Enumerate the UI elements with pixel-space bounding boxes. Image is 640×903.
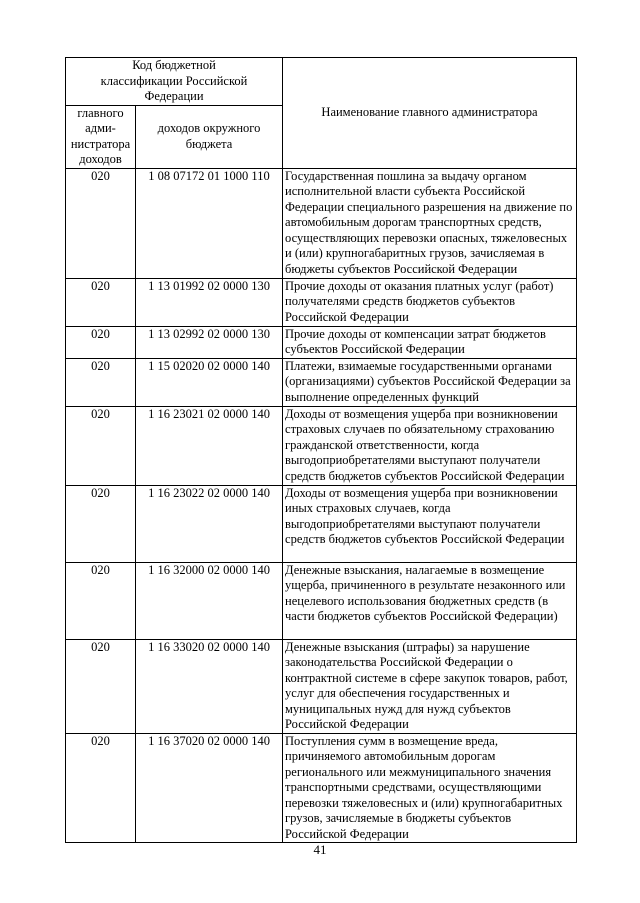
admin-code-cell: 020 — [66, 358, 136, 406]
revenue-code-cell: 1 16 32000 02 0000 140 — [136, 562, 283, 639]
header-district-budget-revenue: доходов окружного бюджета — [136, 105, 283, 168]
table-row — [66, 733, 577, 843]
admin-code-cell: 020 — [66, 639, 136, 733]
revenue-code-cell: 1 15 02020 02 0000 140 — [136, 358, 283, 406]
table-row — [66, 639, 577, 733]
administrator-name-cell: Прочие доходы от компенсации затрат бюджетов субъектов Российской Федерации — [283, 326, 577, 358]
admin-code-cell: 020 — [66, 733, 136, 843]
administrator-name-cell: Доходы от возмещения ущерба при возникновении иных страховых случаев, когда выгодоприобретателями выступают получатели средств бюджетов субъектов Российской Федерации — [283, 485, 577, 562]
administrator-name-cell: Доходы от возмещения ущерба при возникновении страховых случаев по обязательному страхованию гражданской ответственности, когда выгодоприобретателями выступают получатели средств бюджетов субъектов Российской Федерации — [283, 406, 577, 485]
revenue-code-cell: 1 13 02992 02 0000 130 — [136, 326, 283, 358]
budget-classification-table — [65, 57, 577, 843]
admin-code-cell: 020 — [66, 168, 136, 278]
header-row-top — [66, 58, 577, 106]
admin-code-cell: 020 — [66, 562, 136, 639]
table-row — [66, 358, 577, 406]
administrator-name-cell: Платежи, взимаемые государственными органами (организациями) субъектов Российской Федерации за выполнение определенных функций — [283, 358, 577, 406]
table-row — [66, 326, 577, 358]
revenue-code-cell: 1 13 01992 02 0000 130 — [136, 278, 283, 326]
header-budget-code-group: Код бюджетной классификации Российской Федерации — [66, 58, 283, 106]
page-number: 41 — [313, 842, 327, 857]
admin-code-cell: 020 — [66, 485, 136, 562]
admin-code-cell: 020 — [66, 326, 136, 358]
revenue-code-cell: 1 16 23022 02 0000 140 — [136, 485, 283, 562]
administrator-name-cell: Денежные взыскания, налагаемые в возмещение ущерба, причиненного в результате незаконного или нецелевого использования бюджетных средств (в части бюджетов субъектов Российской Федерации) — [283, 562, 577, 639]
header-administrator-name: Наименование главного администратора — [283, 58, 577, 169]
revenue-code-cell: 1 16 33020 02 0000 140 — [136, 639, 283, 733]
administrator-name-cell: Государственная пошлина за выдачу органом исполнительной власти субъекта Российской Федерации специального разрешения на движение по автомобильным дорогам транспортных средств, осуществляющих перевозки опасных, тяжеловесных и (или) крупногабаритных грузов, зачисляемая в бюджеты субъектов Российской Федерации — [283, 168, 577, 278]
header-main-administrator: главного адми-нистратора доходов — [66, 105, 136, 168]
admin-code-cell: 020 — [66, 406, 136, 485]
table-row — [66, 485, 577, 562]
revenue-code-cell: 1 16 23021 02 0000 140 — [136, 406, 283, 485]
administrator-name-cell: Поступления сумм в возмещение вреда, причиняемого автомобильным дорогам регионального или межмуниципального значения транспортными средствами, осуществляющими перевозки тяжеловесных и (или) крупногабаритных грузов, зачисляемые в бюджеты субъектов Российской Федерации — [283, 733, 577, 843]
table-row — [66, 406, 577, 485]
administrator-name-cell: Прочие доходы от оказания платных услуг (работ) получателями средств бюджетов субъектов Российской Федерации — [283, 278, 577, 326]
table-row — [66, 278, 577, 326]
admin-code-cell: 020 — [66, 278, 136, 326]
revenue-code-cell: 1 08 07172 01 1000 110 — [136, 168, 283, 278]
administrator-name-cell: Денежные взыскания (штрафы) за нарушение законодательства Российской Федерации о контрактной системе в сфере закупок товаров, работ, услуг для обеспечения государственных и муниципальных нужд для нужд субъектов Российской Федерации — [283, 639, 577, 733]
table-row — [66, 562, 577, 639]
revenue-code-cell: 1 16 37020 02 0000 140 — [136, 733, 283, 843]
table-row — [66, 168, 577, 278]
